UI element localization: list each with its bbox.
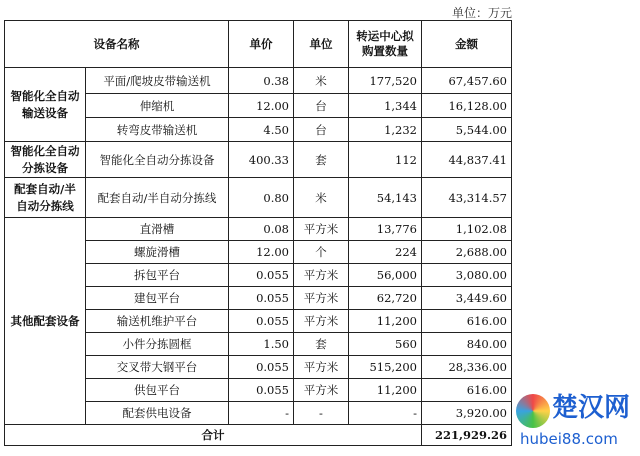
cell-name: 建包平台	[86, 287, 229, 310]
cell-name: 供包平台	[86, 379, 229, 402]
cell-price: 4.50	[229, 118, 294, 142]
table-row	[5, 178, 512, 218]
cell-qty: 54,143	[349, 178, 422, 218]
cell-amount: 16,128.00	[422, 94, 512, 118]
cell-price: 0.80	[229, 178, 294, 218]
cell-price: 0.08	[229, 218, 294, 241]
cell-unit: 平方米	[294, 218, 349, 241]
cell-qty: 1,344	[349, 94, 422, 118]
cell-unit: 套	[294, 142, 349, 178]
cell-name: 输送机维护平台	[86, 310, 229, 333]
group-label: 智能化全自动分拣设备	[5, 142, 86, 178]
header-qty: 转运中心拟购置数量	[349, 21, 422, 68]
cell-amount: 616.00	[422, 310, 512, 333]
watermark-logo-icon	[516, 394, 550, 428]
cell-amount: 28,336.00	[422, 356, 512, 379]
cell-name: 小件分拣圆框	[86, 333, 229, 356]
table-header	[5, 21, 512, 68]
cell-unit: 平方米	[294, 287, 349, 310]
cell-price: 0.055	[229, 379, 294, 402]
cell-price: 400.33	[229, 142, 294, 178]
cell-price: 1.50	[229, 333, 294, 356]
header-amount: 金额	[422, 21, 512, 68]
equipment-table	[4, 20, 512, 446]
cell-amount: 3,449.60	[422, 287, 512, 310]
cell-unit: 平方米	[294, 310, 349, 333]
cell-amount: 3,080.00	[422, 264, 512, 287]
cell-amount: 67,457.60	[422, 68, 512, 94]
table-row	[5, 142, 512, 178]
cell-price: 12.00	[229, 241, 294, 264]
table-row	[5, 68, 512, 94]
cell-amount: 3,920.00	[422, 402, 512, 425]
cell-name: 交叉带大钢平台	[86, 356, 229, 379]
cell-name: 螺旋滑槽	[86, 241, 229, 264]
cell-unit: 个	[294, 241, 349, 264]
cell-name: 配套自动/半自动分拣线	[86, 178, 229, 218]
header-price: 单价	[229, 21, 294, 68]
cell-unit: 米	[294, 178, 349, 218]
cell-price: -	[229, 402, 294, 425]
cell-price: 0.055	[229, 287, 294, 310]
cell-qty: -	[349, 402, 422, 425]
cell-name: 配套供电设备	[86, 402, 229, 425]
cell-unit: 台	[294, 118, 349, 142]
watermark-en: hubei88.com	[520, 430, 618, 448]
cell-price: 0.055	[229, 310, 294, 333]
group-label: 其他配套设备	[5, 218, 86, 425]
cell-name: 平面/爬坡皮带输送机	[86, 68, 229, 94]
group-label: 智能化全自动输送设备	[5, 68, 86, 142]
cell-price: 0.38	[229, 68, 294, 94]
cell-name: 伸缩机	[86, 94, 229, 118]
cell-qty: 13,776	[349, 218, 422, 241]
cell-price: 12.00	[229, 94, 294, 118]
table-row	[5, 218, 512, 241]
cell-price: 0.055	[229, 356, 294, 379]
cell-unit: 平方米	[294, 264, 349, 287]
group-label: 配套自动/半自动分拣线	[5, 178, 86, 218]
cell-name: 拆包平台	[86, 264, 229, 287]
total-label: 合计	[5, 425, 422, 446]
cell-qty: 1,232	[349, 118, 422, 142]
cell-amount: 43,314.57	[422, 178, 512, 218]
cell-qty: 11,200	[349, 379, 422, 402]
cell-qty: 224	[349, 241, 422, 264]
cell-name: 转弯皮带输送机	[86, 118, 229, 142]
cell-qty: 11,200	[349, 310, 422, 333]
cell-unit: 米	[294, 68, 349, 94]
cell-unit: 套	[294, 333, 349, 356]
cell-unit: 平方米	[294, 379, 349, 402]
cell-unit: -	[294, 402, 349, 425]
total-row	[5, 425, 512, 446]
cell-amount: 2,688.00	[422, 241, 512, 264]
cell-amount: 840.00	[422, 333, 512, 356]
watermark	[516, 392, 640, 452]
cell-amount: 1,102.08	[422, 218, 512, 241]
cell-price: 0.055	[229, 264, 294, 287]
cell-qty: 62,720	[349, 287, 422, 310]
total-amount: 221,929.26	[422, 425, 512, 446]
cell-qty: 56,000	[349, 264, 422, 287]
cell-amount: 5,544.00	[422, 118, 512, 142]
cell-unit: 台	[294, 94, 349, 118]
cell-amount: 44,837.41	[422, 142, 512, 178]
cell-qty: 560	[349, 333, 422, 356]
cell-name: 直滑槽	[86, 218, 229, 241]
header-unit: 单位	[294, 21, 349, 68]
cell-amount: 616.00	[422, 379, 512, 402]
watermark-cn: 楚汉网	[552, 393, 631, 423]
header-name: 设备名称	[5, 21, 229, 68]
cell-unit: 平方米	[294, 356, 349, 379]
cell-name: 智能化全自动分拣设备	[86, 142, 229, 178]
cell-qty: 112	[349, 142, 422, 178]
cell-qty: 177,520	[349, 68, 422, 94]
cell-qty: 515,200	[349, 356, 422, 379]
unit-note: 单位：万元	[451, 6, 512, 20]
